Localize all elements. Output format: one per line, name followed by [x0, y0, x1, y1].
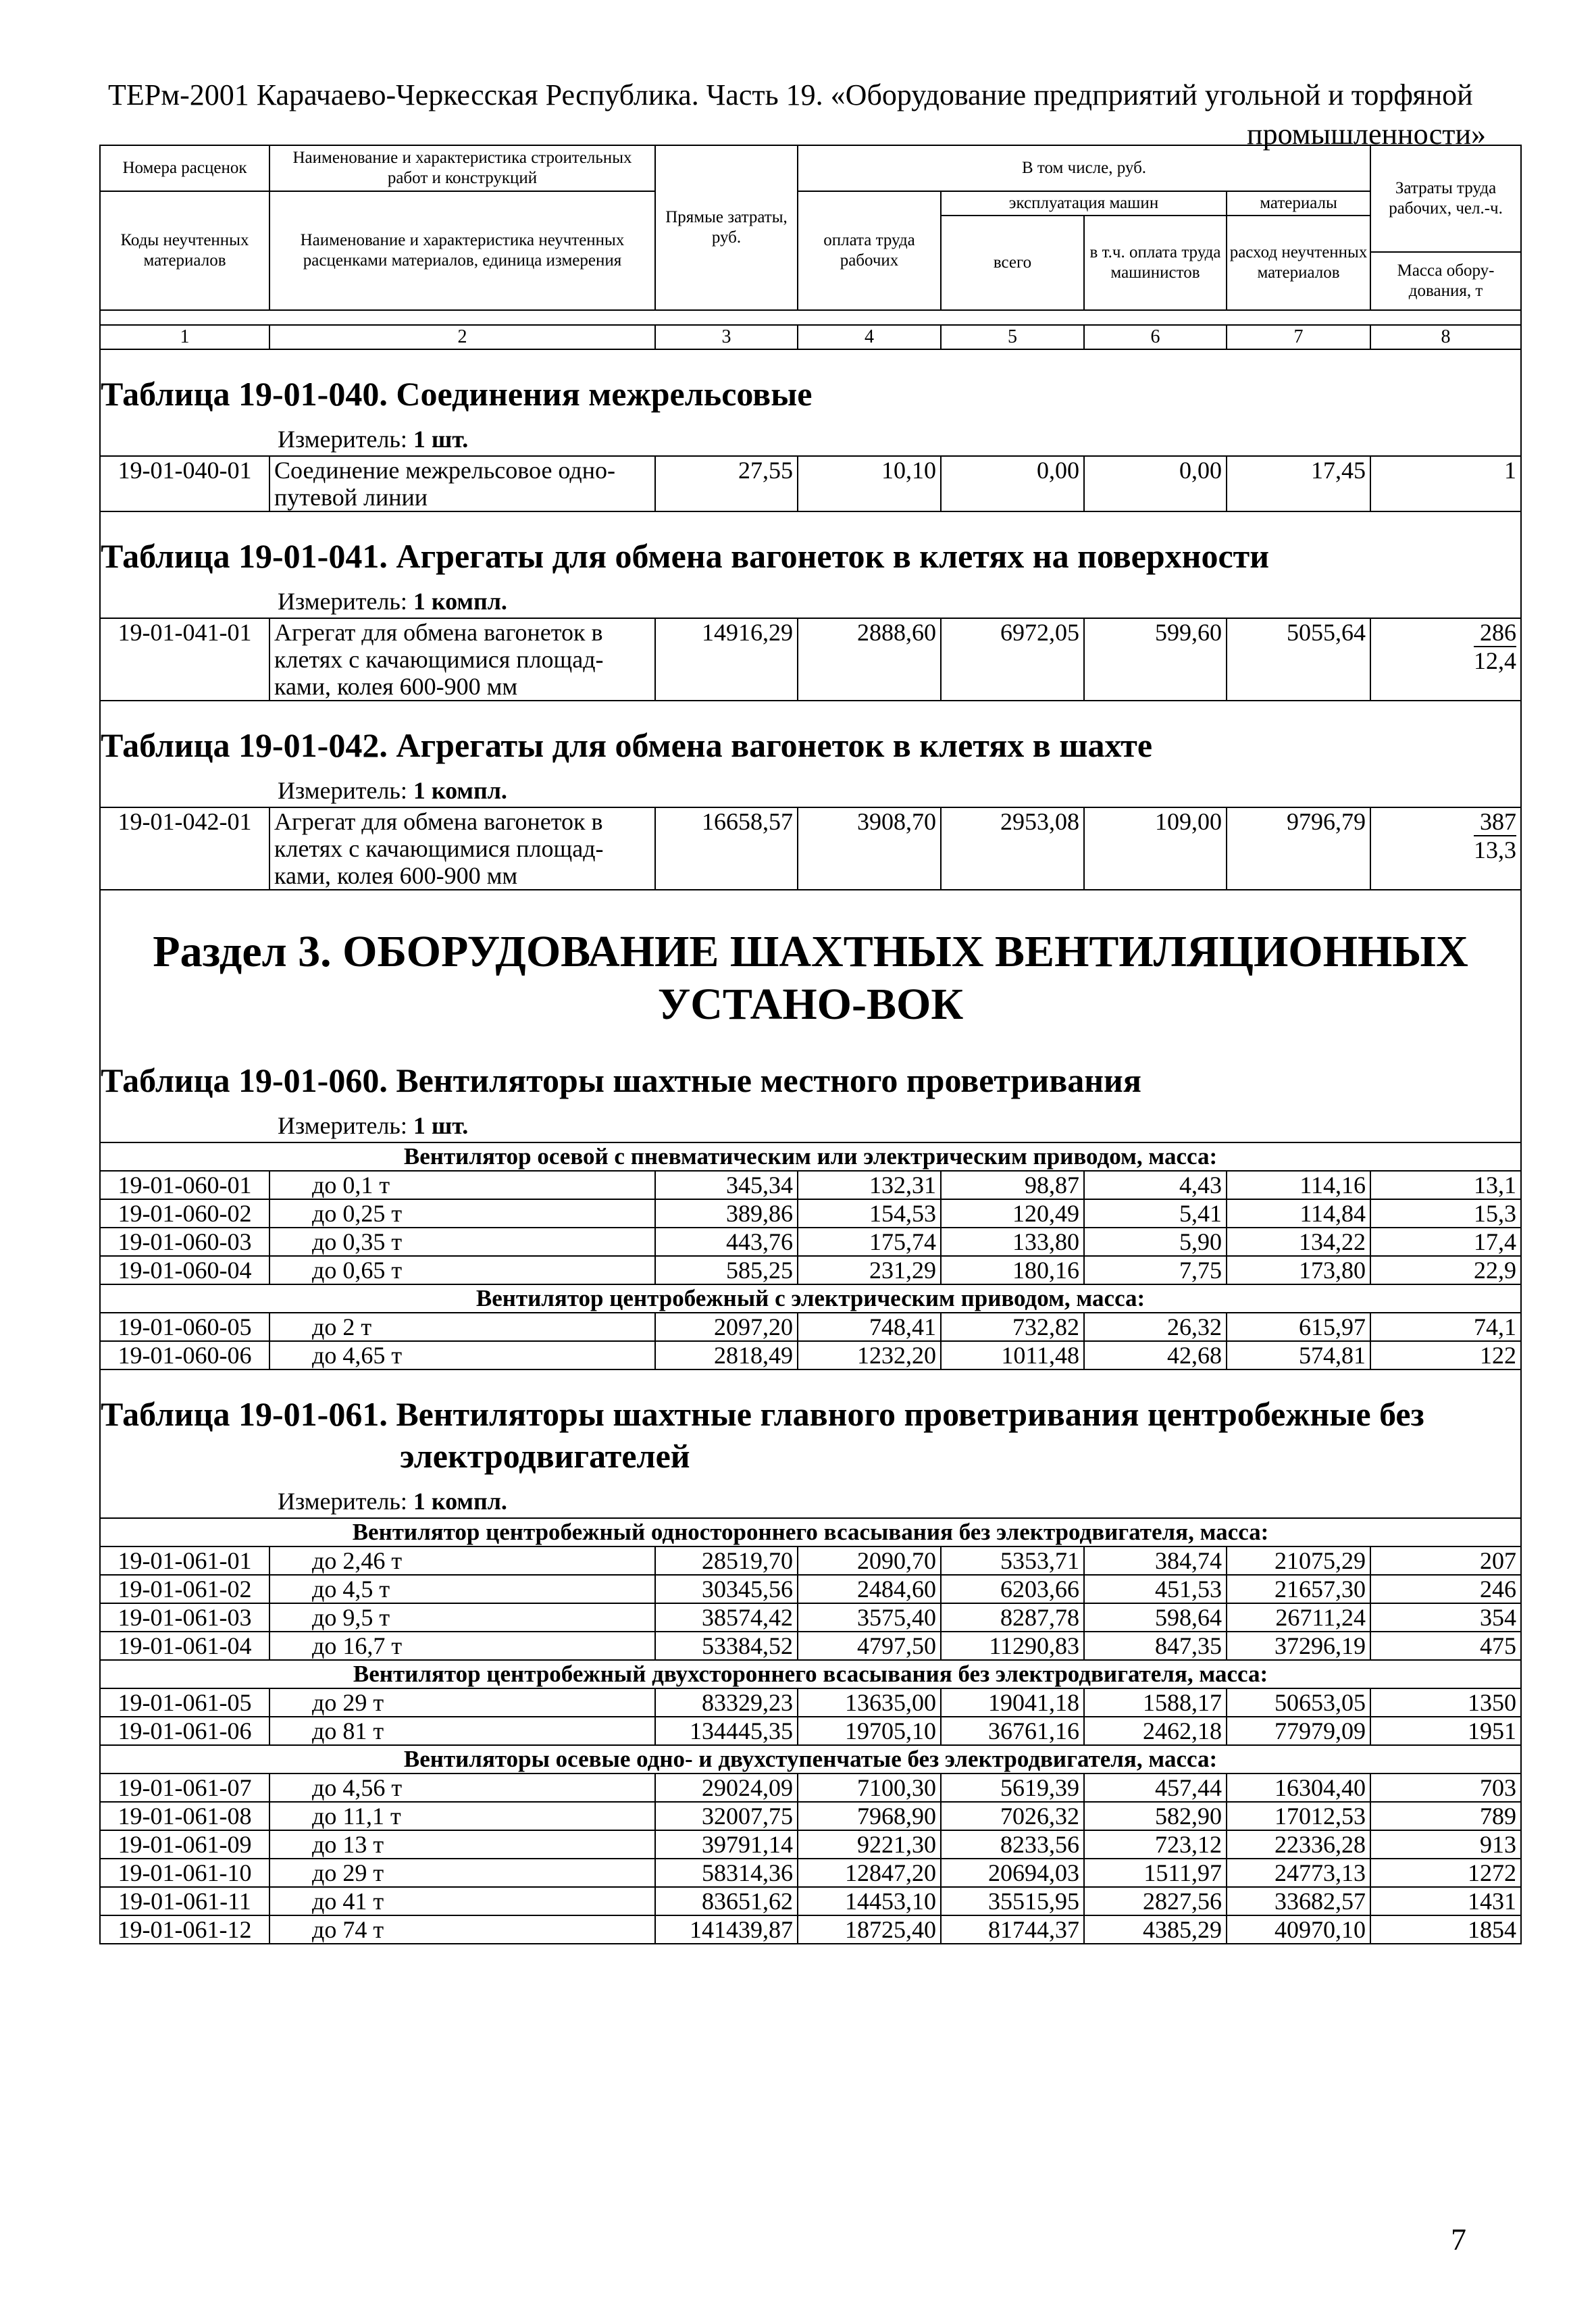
group-label: Вентилятор центробежный двухстороннего всасывания без электродвигателя, масса:	[100, 1660, 1521, 1688]
table-row	[100, 1774, 1521, 1802]
table-row	[100, 1199, 1521, 1228]
direct-cost: 28519,70	[655, 1546, 798, 1575]
header-pryamye: Прямые затраты, руб.	[655, 145, 798, 310]
labor-hours: 246	[1370, 1575, 1521, 1603]
machine-cost: 2953,08	[941, 807, 1084, 890]
rate-code: 19-01-060-06	[100, 1341, 269, 1369]
direct-cost: 39791,14	[655, 1830, 798, 1859]
machine-labor-cost: 2462,18	[1084, 1717, 1227, 1745]
section-title: Раздел 3. ОБОРУДОВАНИЕ ШАХТНЫХ ВЕНТИЛЯЦИОННЫХ УСТАНО-ВОК	[153, 927, 1468, 1029]
header-naim-top: Наименование и характеристика строительных работ и конструкций	[269, 145, 655, 191]
unit-040	[101, 422, 1520, 455]
table-row	[100, 807, 1521, 890]
table-row	[100, 456, 1521, 511]
material-cost: 26711,24	[1227, 1603, 1370, 1632]
labor-hours: 1431	[1370, 1887, 1521, 1915]
table-row	[100, 1887, 1521, 1915]
direct-cost: 83651,62	[655, 1887, 798, 1915]
machine-labor-cost: 5,90	[1084, 1228, 1227, 1256]
column-number: 2	[269, 325, 655, 349]
direct-cost: 2818,49	[655, 1341, 798, 1369]
table-title-042: Таблица 19-01-042. Агрегаты для обмена вагонеток в клетях в шахте	[101, 726, 1153, 764]
machine-labor-cost: 598,64	[1084, 1603, 1227, 1632]
material-cost: 21075,29	[1227, 1546, 1370, 1575]
machine-labor-cost: 582,90	[1084, 1802, 1227, 1830]
table-title-061-line2: электродвигателей	[400, 1437, 690, 1475]
material-cost: 50653,05	[1227, 1688, 1370, 1717]
direct-cost: 16658,57	[655, 807, 798, 890]
direct-cost: 14916,29	[655, 618, 798, 701]
labor-cost: 3908,70	[798, 807, 941, 890]
material-cost: 16304,40	[1227, 1774, 1370, 1802]
rate-name: до 13 т	[269, 1830, 655, 1859]
rate-code: 19-01-061-04	[100, 1632, 269, 1660]
rate-name: до 4,56 т	[269, 1774, 655, 1802]
machine-cost: 133,80	[941, 1228, 1084, 1256]
rate-code: 19-01-060-03	[100, 1228, 269, 1256]
unit-060	[101, 1108, 1520, 1142]
rate-code: 19-01-061-10	[100, 1859, 269, 1887]
page-number: 7	[1451, 2222, 1466, 2257]
direct-cost: 443,76	[655, 1228, 798, 1256]
labor-cost: 13635,00	[798, 1688, 941, 1717]
rate-code: 19-01-040-01	[100, 456, 269, 511]
rate-code: 19-01-060-01	[100, 1171, 269, 1199]
machine-cost: 35515,95	[941, 1887, 1084, 1915]
rate-code: 19-01-042-01	[100, 807, 269, 890]
rate-code: 19-01-061-06	[100, 1717, 269, 1745]
rate-name: до 2,46 т	[269, 1546, 655, 1575]
table-title-061-line1: Таблица 19-01-061. Вентиляторы шахтные главного проветривания центробежные без	[101, 1395, 1424, 1433]
machine-cost: 6203,66	[941, 1575, 1084, 1603]
direct-cost: 585,25	[655, 1256, 798, 1284]
machine-cost: 98,87	[941, 1171, 1084, 1199]
material-cost: 134,22	[1227, 1228, 1370, 1256]
unit-label: Измеритель:	[278, 426, 407, 453]
labor-hours: 354	[1370, 1603, 1521, 1632]
rate-name: Агрегат для обмена вагонеток в клетях с качающимися площад-ками, колея 600-900 мм	[269, 618, 655, 701]
rate-code: 19-01-061-09	[100, 1830, 269, 1859]
table-row	[100, 1859, 1521, 1887]
labor-hours: 387	[1474, 808, 1516, 836]
material-cost: 114,16	[1227, 1171, 1370, 1199]
rate-code: 19-01-060-02	[100, 1199, 269, 1228]
labor-cost: 18725,40	[798, 1915, 941, 1944]
rate-name: до 0,35 т	[269, 1228, 655, 1256]
column-numbers-row	[100, 325, 1521, 349]
rate-name: до 29 т	[269, 1688, 655, 1717]
group-label: Вентилятор центробежный с электрическим приводом, масса:	[100, 1284, 1521, 1313]
column-number: 4	[798, 325, 941, 349]
header-line-1: ТЕРм-2001 Карачаево-Черкесская Республика. Часть 19. «Оборудование предприятий угольной и торфяной	[108, 78, 1473, 111]
machine-labor-cost: 1511,97	[1084, 1859, 1227, 1887]
rate-name: до 0,25 т	[269, 1199, 655, 1228]
rate-code: 19-01-061-03	[100, 1603, 269, 1632]
machine-labor-cost: 109,00	[1084, 807, 1227, 890]
labor-hours: 475	[1370, 1632, 1521, 1660]
labor-cost: 9221,30	[798, 1830, 941, 1859]
table-row	[100, 1802, 1521, 1830]
labor-hours: 207	[1370, 1546, 1521, 1575]
header-kody: Коды неучтенных материалов	[100, 191, 269, 310]
table-row	[100, 1632, 1521, 1660]
material-cost: 9796,79	[1227, 807, 1370, 890]
labor-cost: 1232,20	[798, 1341, 941, 1369]
group-row	[100, 1518, 1521, 1546]
header-massa: Масса обору-дования, т	[1370, 252, 1521, 310]
machine-labor-cost: 451,53	[1084, 1575, 1227, 1603]
machine-labor-cost: 7,75	[1084, 1256, 1227, 1284]
unit-value: 1 компл.	[413, 588, 507, 615]
labor-cost: 2484,60	[798, 1575, 941, 1603]
direct-cost: 345,34	[655, 1171, 798, 1199]
unit-label: Измеритель:	[278, 1488, 407, 1515]
labor-cost: 748,41	[798, 1313, 941, 1341]
direct-cost: 141439,87	[655, 1915, 798, 1944]
rate-name: до 4,65 т	[269, 1341, 655, 1369]
machine-cost: 11290,83	[941, 1632, 1084, 1660]
rate-code: 19-01-061-12	[100, 1915, 269, 1944]
header-zatraty: Затраты труда рабочих, чел.-ч.	[1370, 145, 1521, 252]
rate-name: Агрегат для обмена вагонеток в клетях с качающимися площад-ками, колея 600-900 мм	[269, 807, 655, 890]
labor-hours: 22,9	[1370, 1256, 1521, 1284]
machine-cost: 6972,05	[941, 618, 1084, 701]
labor-hours: 286	[1474, 619, 1516, 647]
direct-cost: 27,55	[655, 456, 798, 511]
equipment-mass: 12,4	[1474, 647, 1517, 674]
column-number: 6	[1084, 325, 1227, 349]
rate-name: до 0,1 т	[269, 1171, 655, 1199]
table-row	[100, 1915, 1521, 1944]
rate-name: до 81 т	[269, 1717, 655, 1745]
unit-041	[101, 584, 1520, 618]
column-number: 3	[655, 325, 798, 349]
table-row	[100, 1546, 1521, 1575]
machine-cost: 81744,37	[941, 1915, 1084, 1944]
table-title-060: Таблица 19-01-060. Вентиляторы шахтные местного проветривания	[101, 1061, 1141, 1099]
header-v-tom-chisle: В том числе, руб.	[798, 145, 1370, 191]
table-row	[100, 1603, 1521, 1632]
header-oplata: оплата труда рабочих	[798, 191, 941, 310]
header-vsego: всего	[941, 216, 1084, 310]
group-label: Вентилятор центробежный одностороннего всасывания без электродвигателя, масса:	[100, 1518, 1521, 1546]
machine-labor-cost: 4385,29	[1084, 1915, 1227, 1944]
machine-labor-cost: 1588,17	[1084, 1688, 1227, 1717]
machine-cost: 180,16	[941, 1256, 1084, 1284]
column-number: 1	[100, 325, 269, 349]
table-row	[100, 1313, 1521, 1341]
machine-cost: 20694,03	[941, 1859, 1084, 1887]
direct-cost: 2097,20	[655, 1313, 798, 1341]
table-row	[100, 1830, 1521, 1859]
group-row	[100, 1142, 1521, 1171]
labor-hours: 913	[1370, 1830, 1521, 1859]
rate-code: 19-01-061-07	[100, 1774, 269, 1802]
material-cost: 21657,30	[1227, 1575, 1370, 1603]
machine-cost: 19041,18	[941, 1688, 1084, 1717]
material-cost: 24773,13	[1227, 1859, 1370, 1887]
machine-cost: 8287,78	[941, 1603, 1084, 1632]
labor-hours: 15,3	[1370, 1199, 1521, 1228]
header-nomera: Номера расценок	[100, 145, 269, 191]
price-table	[99, 145, 1522, 1944]
rate-name: до 2 т	[269, 1313, 655, 1341]
group-row	[100, 1284, 1521, 1313]
header-rashod: расход неучтенных материалов	[1227, 216, 1370, 310]
header-naim-bottom: Наименование и характеристика неучтенных расценками материалов, единица измерения	[269, 191, 655, 310]
rate-code: 19-01-061-05	[100, 1688, 269, 1717]
direct-cost: 134445,35	[655, 1717, 798, 1745]
labor-hours: 122	[1370, 1341, 1521, 1369]
labor-hours: 703	[1370, 1774, 1521, 1802]
unit-value: 1 шт.	[413, 1112, 469, 1139]
table-row	[100, 1717, 1521, 1745]
unit-value: 1 компл.	[413, 777, 507, 804]
rate-code: 19-01-061-08	[100, 1802, 269, 1830]
machine-labor-cost: 26,32	[1084, 1313, 1227, 1341]
labor-cost: 12847,20	[798, 1859, 941, 1887]
labor-cost: 7100,30	[798, 1774, 941, 1802]
labor-cost: 14453,10	[798, 1887, 941, 1915]
direct-cost: 30345,56	[655, 1575, 798, 1603]
labor-cost: 2888,60	[798, 618, 941, 701]
labor-cost: 3575,40	[798, 1603, 941, 1632]
table-061	[100, 1369, 1521, 1944]
labor-cost: 132,31	[798, 1171, 941, 1199]
labor-hours-and-mass	[1370, 807, 1521, 890]
labor-hours: 789	[1370, 1802, 1521, 1830]
header-materialy: материалы	[1227, 191, 1370, 216]
unit-042	[101, 773, 1520, 807]
group-row	[100, 1660, 1521, 1688]
rate-code: 19-01-061-01	[100, 1546, 269, 1575]
material-cost: 17012,53	[1227, 1802, 1370, 1830]
material-cost: 114,84	[1227, 1199, 1370, 1228]
labor-cost: 19705,10	[798, 1717, 941, 1745]
table-title-061	[101, 1370, 1520, 1484]
material-cost: 5055,64	[1227, 618, 1370, 701]
machine-cost: 1011,48	[941, 1341, 1084, 1369]
direct-cost: 83329,23	[655, 1688, 798, 1717]
material-cost: 173,80	[1227, 1256, 1370, 1284]
material-cost: 40970,10	[1227, 1915, 1370, 1944]
table-row	[100, 1688, 1521, 1717]
table-row	[100, 1228, 1521, 1256]
labor-cost: 175,74	[798, 1228, 941, 1256]
material-cost: 17,45	[1227, 456, 1370, 511]
machine-cost: 5353,71	[941, 1546, 1084, 1575]
labor-cost: 4797,50	[798, 1632, 941, 1660]
labor-hours: 1	[1370, 456, 1521, 511]
column-number: 7	[1227, 325, 1370, 349]
column-number: 8	[1370, 325, 1521, 349]
labor-cost: 7968,90	[798, 1802, 941, 1830]
unit-value: 1 компл.	[413, 1488, 507, 1515]
rate-name: до 74 т	[269, 1915, 655, 1944]
direct-cost: 32007,75	[655, 1802, 798, 1830]
material-cost: 37296,19	[1227, 1632, 1370, 1660]
material-cost: 574,81	[1227, 1341, 1370, 1369]
table-title-041: Таблица 19-01-041. Агрегаты для обмена вагонеток в клетях на поверхности	[101, 537, 1270, 575]
labor-hours: 74,1	[1370, 1313, 1521, 1341]
table-title-040: Таблица 19-01-040. Соединения межрельсовые	[101, 375, 813, 413]
rate-name: до 41 т	[269, 1887, 655, 1915]
table-row	[100, 1341, 1521, 1369]
machine-labor-cost: 5,41	[1084, 1199, 1227, 1228]
labor-hours: 1272	[1370, 1859, 1521, 1887]
rate-name: до 11,1 т	[269, 1802, 655, 1830]
direct-cost: 389,86	[655, 1199, 798, 1228]
rate-name: Соединение межрельсовое одно-путевой линии	[269, 456, 655, 511]
machine-labor-cost: 4,43	[1084, 1171, 1227, 1199]
header-line-2: промышленности»	[1247, 118, 1486, 151]
labor-cost: 231,29	[798, 1256, 941, 1284]
machine-labor-cost: 847,35	[1084, 1632, 1227, 1660]
machine-labor-cost: 457,44	[1084, 1774, 1227, 1802]
table-row	[100, 1575, 1521, 1603]
group-label: Вентилятор осевой с пневматическим или электрическим приводом, масса:	[100, 1142, 1521, 1171]
labor-hours: 1854	[1370, 1915, 1521, 1944]
material-cost: 77979,09	[1227, 1717, 1370, 1745]
table-060	[100, 1055, 1521, 1369]
machine-cost: 8233,56	[941, 1830, 1084, 1859]
rate-name: до 0,65 т	[269, 1256, 655, 1284]
rate-code: 19-01-060-04	[100, 1256, 269, 1284]
equipment-mass: 13,3	[1474, 836, 1517, 863]
labor-hours: 17,4	[1370, 1228, 1521, 1256]
machine-cost: 120,49	[941, 1199, 1084, 1228]
rate-code: 19-01-061-11	[100, 1887, 269, 1915]
page-header	[108, 76, 1486, 154]
table-row	[100, 1171, 1521, 1199]
labor-cost: 10,10	[798, 456, 941, 511]
machine-cost: 0,00	[941, 456, 1084, 511]
rate-name: до 9,5 т	[269, 1603, 655, 1632]
material-cost: 615,97	[1227, 1313, 1370, 1341]
header-vtch: в т.ч. оплата труда машинистов	[1084, 216, 1227, 310]
machine-labor-cost: 42,68	[1084, 1341, 1227, 1369]
machine-labor-cost: 599,60	[1084, 618, 1227, 701]
labor-hours: 1350	[1370, 1688, 1521, 1717]
unit-061	[101, 1484, 1520, 1517]
labor-cost: 154,53	[798, 1199, 941, 1228]
table-row	[100, 618, 1521, 701]
machine-labor-cost: 0,00	[1084, 456, 1227, 511]
unit-label: Измеритель:	[278, 1112, 407, 1139]
direct-cost: 58314,36	[655, 1859, 798, 1887]
header-ekspl: эксплуатация машин	[941, 191, 1227, 216]
direct-cost: 38574,42	[655, 1603, 798, 1632]
labor-hours: 13,1	[1370, 1171, 1521, 1199]
machine-cost: 7026,32	[941, 1802, 1084, 1830]
unit-label: Измеритель:	[278, 777, 407, 804]
rate-name: до 16,7 т	[269, 1632, 655, 1660]
labor-cost: 2090,70	[798, 1546, 941, 1575]
group-row	[100, 1745, 1521, 1774]
machine-cost: 5619,39	[941, 1774, 1084, 1802]
machine-labor-cost: 723,12	[1084, 1830, 1227, 1859]
machine-cost: 732,82	[941, 1313, 1084, 1341]
group-label: Вентиляторы осевые одно- и двухступенчатые без электродвигателя, масса:	[100, 1745, 1521, 1774]
machine-labor-cost: 2827,56	[1084, 1887, 1227, 1915]
rate-code: 19-01-041-01	[100, 618, 269, 701]
rate-code: 19-01-061-02	[100, 1575, 269, 1603]
rate-code: 19-01-060-05	[100, 1313, 269, 1341]
direct-cost: 29024,09	[655, 1774, 798, 1802]
machine-labor-cost: 384,74	[1084, 1546, 1227, 1575]
unit-label: Измеритель:	[278, 588, 407, 615]
material-cost: 33682,57	[1227, 1887, 1370, 1915]
labor-hours: 1951	[1370, 1717, 1521, 1745]
table-row	[100, 1256, 1521, 1284]
labor-hours-and-mass	[1370, 618, 1521, 701]
table-header	[100, 145, 1521, 349]
rate-name: до 29 т	[269, 1859, 655, 1887]
machine-cost: 36761,16	[941, 1717, 1084, 1745]
unit-value: 1 шт.	[413, 426, 469, 453]
rate-name: до 4,5 т	[269, 1575, 655, 1603]
column-number: 5	[941, 325, 1084, 349]
direct-cost: 53384,52	[655, 1632, 798, 1660]
material-cost: 22336,28	[1227, 1830, 1370, 1859]
